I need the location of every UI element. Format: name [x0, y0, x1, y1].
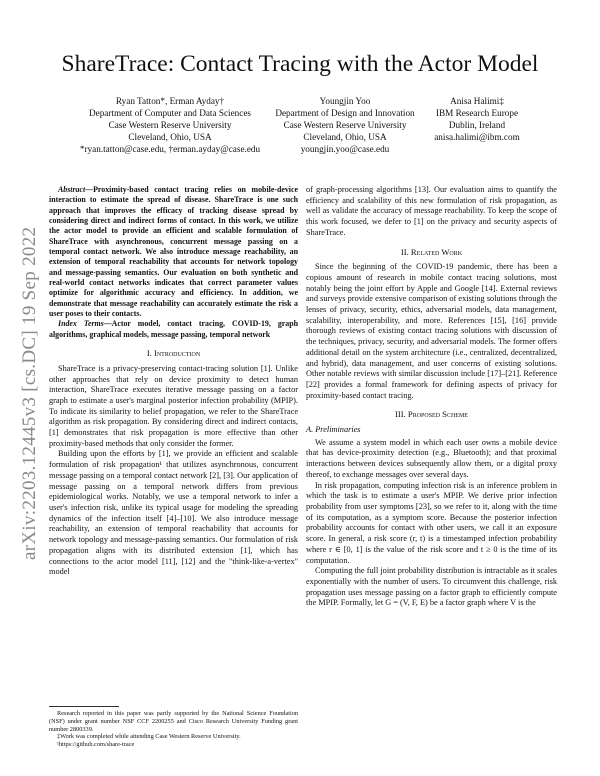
footnote-rule — [49, 706, 119, 707]
footnote-1: ¹https://github.com/share-trace — [57, 741, 135, 749]
footnote-ddagger: ‡Work was completed while attending Case Western Reserve University. — [57, 733, 241, 741]
section-heading-introduction: I. Introduction — [146, 348, 201, 359]
paragraph: We assume a system model in which each user owns a mobile device that has device-proximity detection (e.g., Bluetooth); and that proximal interactions between devices subsequently allow them, or a digital proxy thereof, to exchange messages over several days. — [306, 437, 557, 479]
author-email: anisa.halimi@ibm.com — [434, 132, 520, 142]
index-terms-label: Index Terms — [58, 319, 104, 329]
footnote-funding: Research reported in this paper was partly supported by the National Science Foundation (NSF) under grant number NSF CCF 2200255 and Cisco Research University Funding grant number 2800339. — [49, 710, 298, 733]
author-affiliation: Case Western Reserve University — [283, 120, 407, 130]
author-affiliation: Cleveland, Ohio, USA — [128, 132, 212, 142]
paragraph: ShareTrace is a privacy-preserving contact-tracing solution [1]. Unlike other approaches that rely on device proximity to detect human interaction, ShareTrace executes iterative message passing on a factor graph to estimate a user's marginal posterior infection probability (MPIP). To indicate its similarity to belief propagation, we refer to the ShareTrace algorithm as risk propagation. By considering direct and indirect contacts, [1] demonstrates that risk propagation is more effective than other proximity-based methods that only consider the former. — [49, 363, 298, 448]
author-block-1 — [60, 95, 280, 155]
subsection-heading-preliminaries: A. Preliminaries — [306, 425, 361, 435]
arxiv-stamp: arXiv:2203.12445v3 [cs.DC] 19 Sep 2022 — [19, 226, 40, 560]
author-affiliation: Department of Design and Innovation — [275, 108, 415, 118]
paragraph: Building upon the efforts by [1], we provide an efficient and scalable formulation of risk propagation¹ that utilizes asynchronous, concurrent message passing on a temporal contact network [2], [3]. Our application of message passing on a temporal network differs from previous epidemiological works. Notably, we use a temporal network to infer a user's infection risk, unlike its typical usage for modeling the spreading dynamics of the infection itself [4]–[10]. We also introduce message reachability, an extension of temporal reachability that accounts for network topology and message-passing semantics. Our formulation of risk propagation aligns with its distributed extension [1], which has connections to the actor model [11], [12] and the "think-like-a-vertex" model — [49, 449, 298, 577]
author-email: youngjin.yoo@case.edu — [300, 144, 390, 154]
author-block-3 — [402, 95, 552, 143]
paragraph: Since the beginning of the COVID-19 pandemic, there has been a copious amount of research in mobile contact tracing solutions, most notably being the joint effort by Apple and Google [14]. External reviews and surveys provide extensive comparison of existing solutions through the lenses of privacy, security, ethics, adversarial models, data management, scalability, interoperability, and more. References [15], [16] provide thorough reviews of existing contact tracing solutions with discussion of the techniques, privacy, security, and adversarial models. The former offers additional detail on the system architecture (i.e., centralized, decentralized, and hybrid), data management, and user concerns of existing solutions. Other notable reviews with similar discussion include [17]–[21]. Reference [22] provides a formal framework for defining aspects of privacy for proximity-based contact tracing. — [306, 262, 557, 400]
author-affiliation: Department of Computer and Data Sciences — [88, 108, 251, 118]
section-heading-related-work: II. Related Work — [400, 246, 463, 257]
left-column — [49, 185, 298, 578]
author-affiliation: Dublin, Ireland — [448, 120, 506, 130]
author-names: Youngjin Yoo — [319, 96, 371, 106]
footnotes — [49, 706, 298, 749]
author-names: Anisa Halimi‡ — [450, 96, 504, 106]
author-names: Ryan Tatton*, Erman Ayday† — [115, 96, 225, 106]
author-affiliation: Case Western Reserve University — [108, 120, 232, 130]
paper-title: ShareTrace: Contact Tracing with the Actor Model — [61, 51, 539, 77]
abstract-text: —Proximity-based contact tracing relies on mobile-device interaction to estimate the spread of disease. ShareTrace is one such approach that improves the efficacy of tracking disease spread by considering direct and indirect forms of contact. In this work, we utilize the actor model to provide an efficient and scalable formulation of ShareTrace with asynchronous, concurrent message passing on a temporal contact network. We also introduce message reachability, an extension of temporal reachability that accounts for network topology and message-passing semantics. Our evaluation on both synthetic and real-world contact networks indicates that correct parameter values optimize for algorithmic accuracy and efficiency. In addition, we demonstrate that message reachability can accurately estimate the risk a user poses to their contacts. — [49, 185, 298, 319]
author-affiliation: Cleveland, Ohio, USA — [303, 132, 387, 142]
author-affiliation: IBM Research Europe — [435, 108, 519, 118]
paragraph: In risk propagation, computing infection risk is an inference problem in which the task is to estimate a user's MPIP. We derive prior infection probability from user symptoms [23], so we refer to it, along with the time of its computation, as a symptom score. Because the posterior infection probability accounts for contact with other users, we call it an exposure score. In general, a risk score (r, t) is a timestamped infection probability where r ∈ [0, 1] is the value of the risk score and t ≥ 0 is the time of its computation. — [306, 480, 557, 565]
abstract — [49, 185, 298, 340]
index-terms-text: —Actor model, contact tracing, COVID-19, graph algorithms, graphical models, message passing, temporal network — [49, 319, 298, 339]
section-heading-proposed-scheme: III. Proposed Scheme — [395, 409, 468, 420]
author-email: *ryan.tatton@case.edu, †erman.ayday@case.edu — [79, 144, 261, 154]
right-column — [306, 185, 557, 609]
abstract-label: Abstract — [58, 185, 86, 194]
paragraph: Computing the full joint probability distribution is intractable as it scales exponentially with the number of users. To circumvent this challenge, risk propagation uses message passing on a factor graph to efficiently compute the MPIP. Formally, let G = (V, F, E) be a factor graph where V is the — [306, 566, 557, 608]
author-block-2 — [270, 95, 420, 155]
paragraph: of graph-processing algorithms [13]. Our evaluation aims to quantify the efficiency and scalability of this new formulation of risk propagation, as well as validate the accuracy of message reachability. To keep the scope of this work focused, we defer to [1] on the privacy and security aspects of ShareTrace. — [306, 185, 557, 237]
